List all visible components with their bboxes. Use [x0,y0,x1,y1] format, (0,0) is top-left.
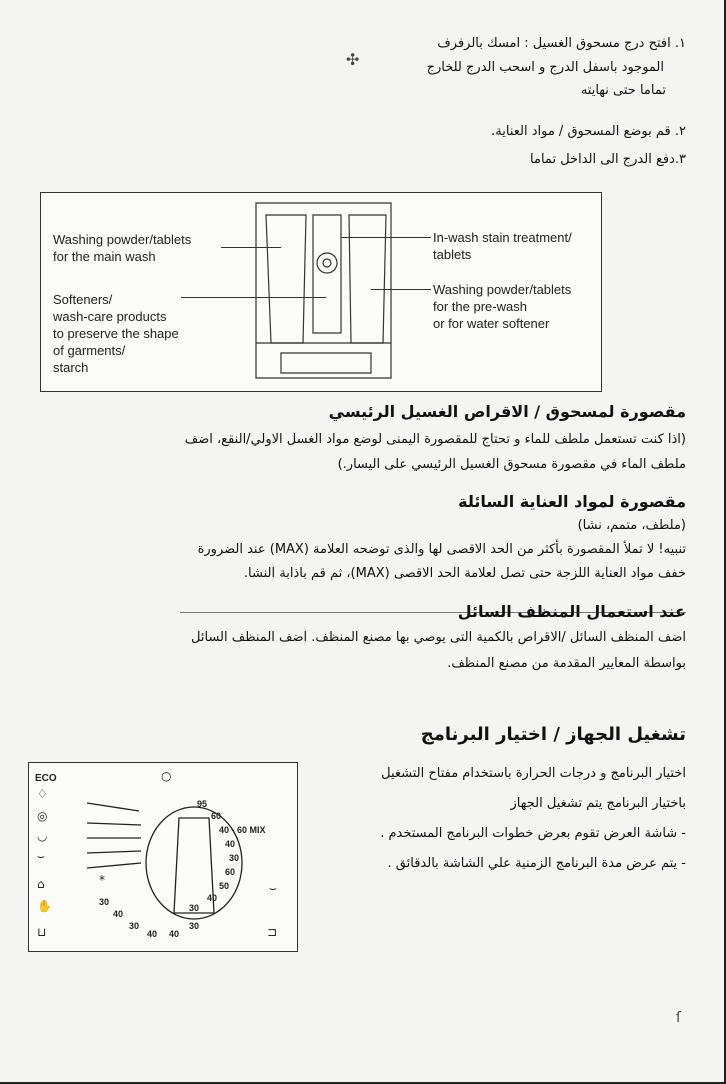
temp-bottom-40c: 40 [169,929,180,939]
temp-60a: 60 [211,811,222,821]
label-stain: In-wash stain treatment/ tablets [433,230,572,262]
temp-bottom-30c: 30 [189,921,200,931]
liquid-care-line3: خفف مواد العناية اللزجة حتى تصل لعلامة الحد الاقصى (MAX)، ثم قم باذابة النشا. [243,566,686,581]
program-selector-panel [28,762,298,952]
easy-iron-icon: ⌣ [269,881,277,895]
temp-95: 95 [197,799,208,809]
detergent-line2: بواسطة المعايير المقدمة من مصنع المنظف. [447,656,686,671]
liquid-care-line1: (ملطف، متمم، نشا) [577,518,686,533]
label-softeners: Softeners/ wash-care products to preserve the shape of garments/ starch [53,292,179,375]
temp-50: 50 [219,881,230,891]
program-bullet1: - شاشة العرض تقوم بعرض خطوات البرنامج المستخدم . [380,826,686,841]
label-main-wash: Washing powder/tablets for the main wash [53,232,192,264]
mix-icon: ⌂ [37,877,45,891]
step3: ٣.دفع الدرج الى الداخل تماما [530,152,686,167]
temp-mix: 40 - 60 MIX [219,825,266,835]
wool-icon: ⌣ [37,849,45,863]
detergent-line1: اضف المنظف السائل /الاقراص بالكمية التى يوصي بها مصنع المنظف. اضف المنظف السائل [191,630,686,645]
shirt-icon: ♢ [37,787,48,801]
temp-30a: 30 [229,853,240,863]
powder-heading: مقصورة لمسحوق / الاقراص الغسيل الرئيسي [328,402,686,421]
dial-drawing [29,763,297,951]
step1-line3: تماما حتى نهايته [580,83,666,98]
temp-30b: 30 [189,903,200,913]
program-line1: اختيار البرنامج و درجات الحرارة باستخدام مفتاح التشغيل [381,766,686,781]
liquid-care-line2: تنبيه! لا تملأ المقصورة بأكثر من الحد الاقصى لها والذى توضحه العلامة (MAX) عند الضرورة [197,542,686,557]
synthetics-icon: ◎ [37,809,48,823]
program-bullet2: - يتم عرض مدة البرنامج الزمنية علي الشاشة بالدقائق . [387,856,686,871]
powder-line1: (اذا كنت تستعمل ملطف للماء و تحتاج للمقصورة اليمنى لوضع مواد الغسل الاولي/النقع، اضف [184,432,686,447]
top-symbol: ○ [161,769,172,783]
program-line2: باختيار البرنامج يتم تشغيل الجهاز [510,796,686,811]
label-prewash: Washing powder/tablets for the pre-wash or for water softener [433,282,572,331]
temp-40b: 40 [207,893,218,903]
program-heading: تشغيل الجهاز / اختيار البرنامج [420,724,686,745]
temp-bottom-30a: 30 [99,897,110,907]
detergent-heading: عند استعمال المنظف السائل [457,602,686,621]
temp-bottom-30b: 30 [129,921,140,931]
leader-softeners [181,297,326,298]
spin-icon: ⊐ [267,925,278,939]
cold-symbol: * [99,873,105,887]
basin-icon: ⊔ [37,925,47,939]
scribble-mark: ✣ [346,50,360,69]
handwash-icon: ✋ [37,899,52,913]
temp-bottom-40a: 40 [113,909,124,919]
liquid-care-heading: مقصورة لمواد العناية السائلة [458,492,686,511]
dispenser-figure [40,192,602,392]
leader-prewash [371,289,431,290]
page-mark: ſ [676,1010,681,1026]
temp-60b: 60 [225,867,236,877]
temp-40a: 40 [225,839,236,849]
step1-line2: الموجود باسفل الدرج و اسحب الدرج للخارج [426,60,664,75]
leader-main-wash [221,247,281,248]
step1-line1: ١. افتح درج مسحوق الغسيل : امسك بالرفرف [437,36,686,51]
leader-stain [341,237,431,238]
eco-label: ECO [35,773,57,784]
step2: ٢. قم بوضع المسحوق / مواد العناية. [491,124,686,139]
powder-line2: ملطف الماء في مقصورة مسحوق الغسيل الرئيسي على اليسار.) [337,457,686,472]
temp-bottom-40b: 40 [147,929,158,939]
easy-care-icon: ◡ [37,829,48,843]
